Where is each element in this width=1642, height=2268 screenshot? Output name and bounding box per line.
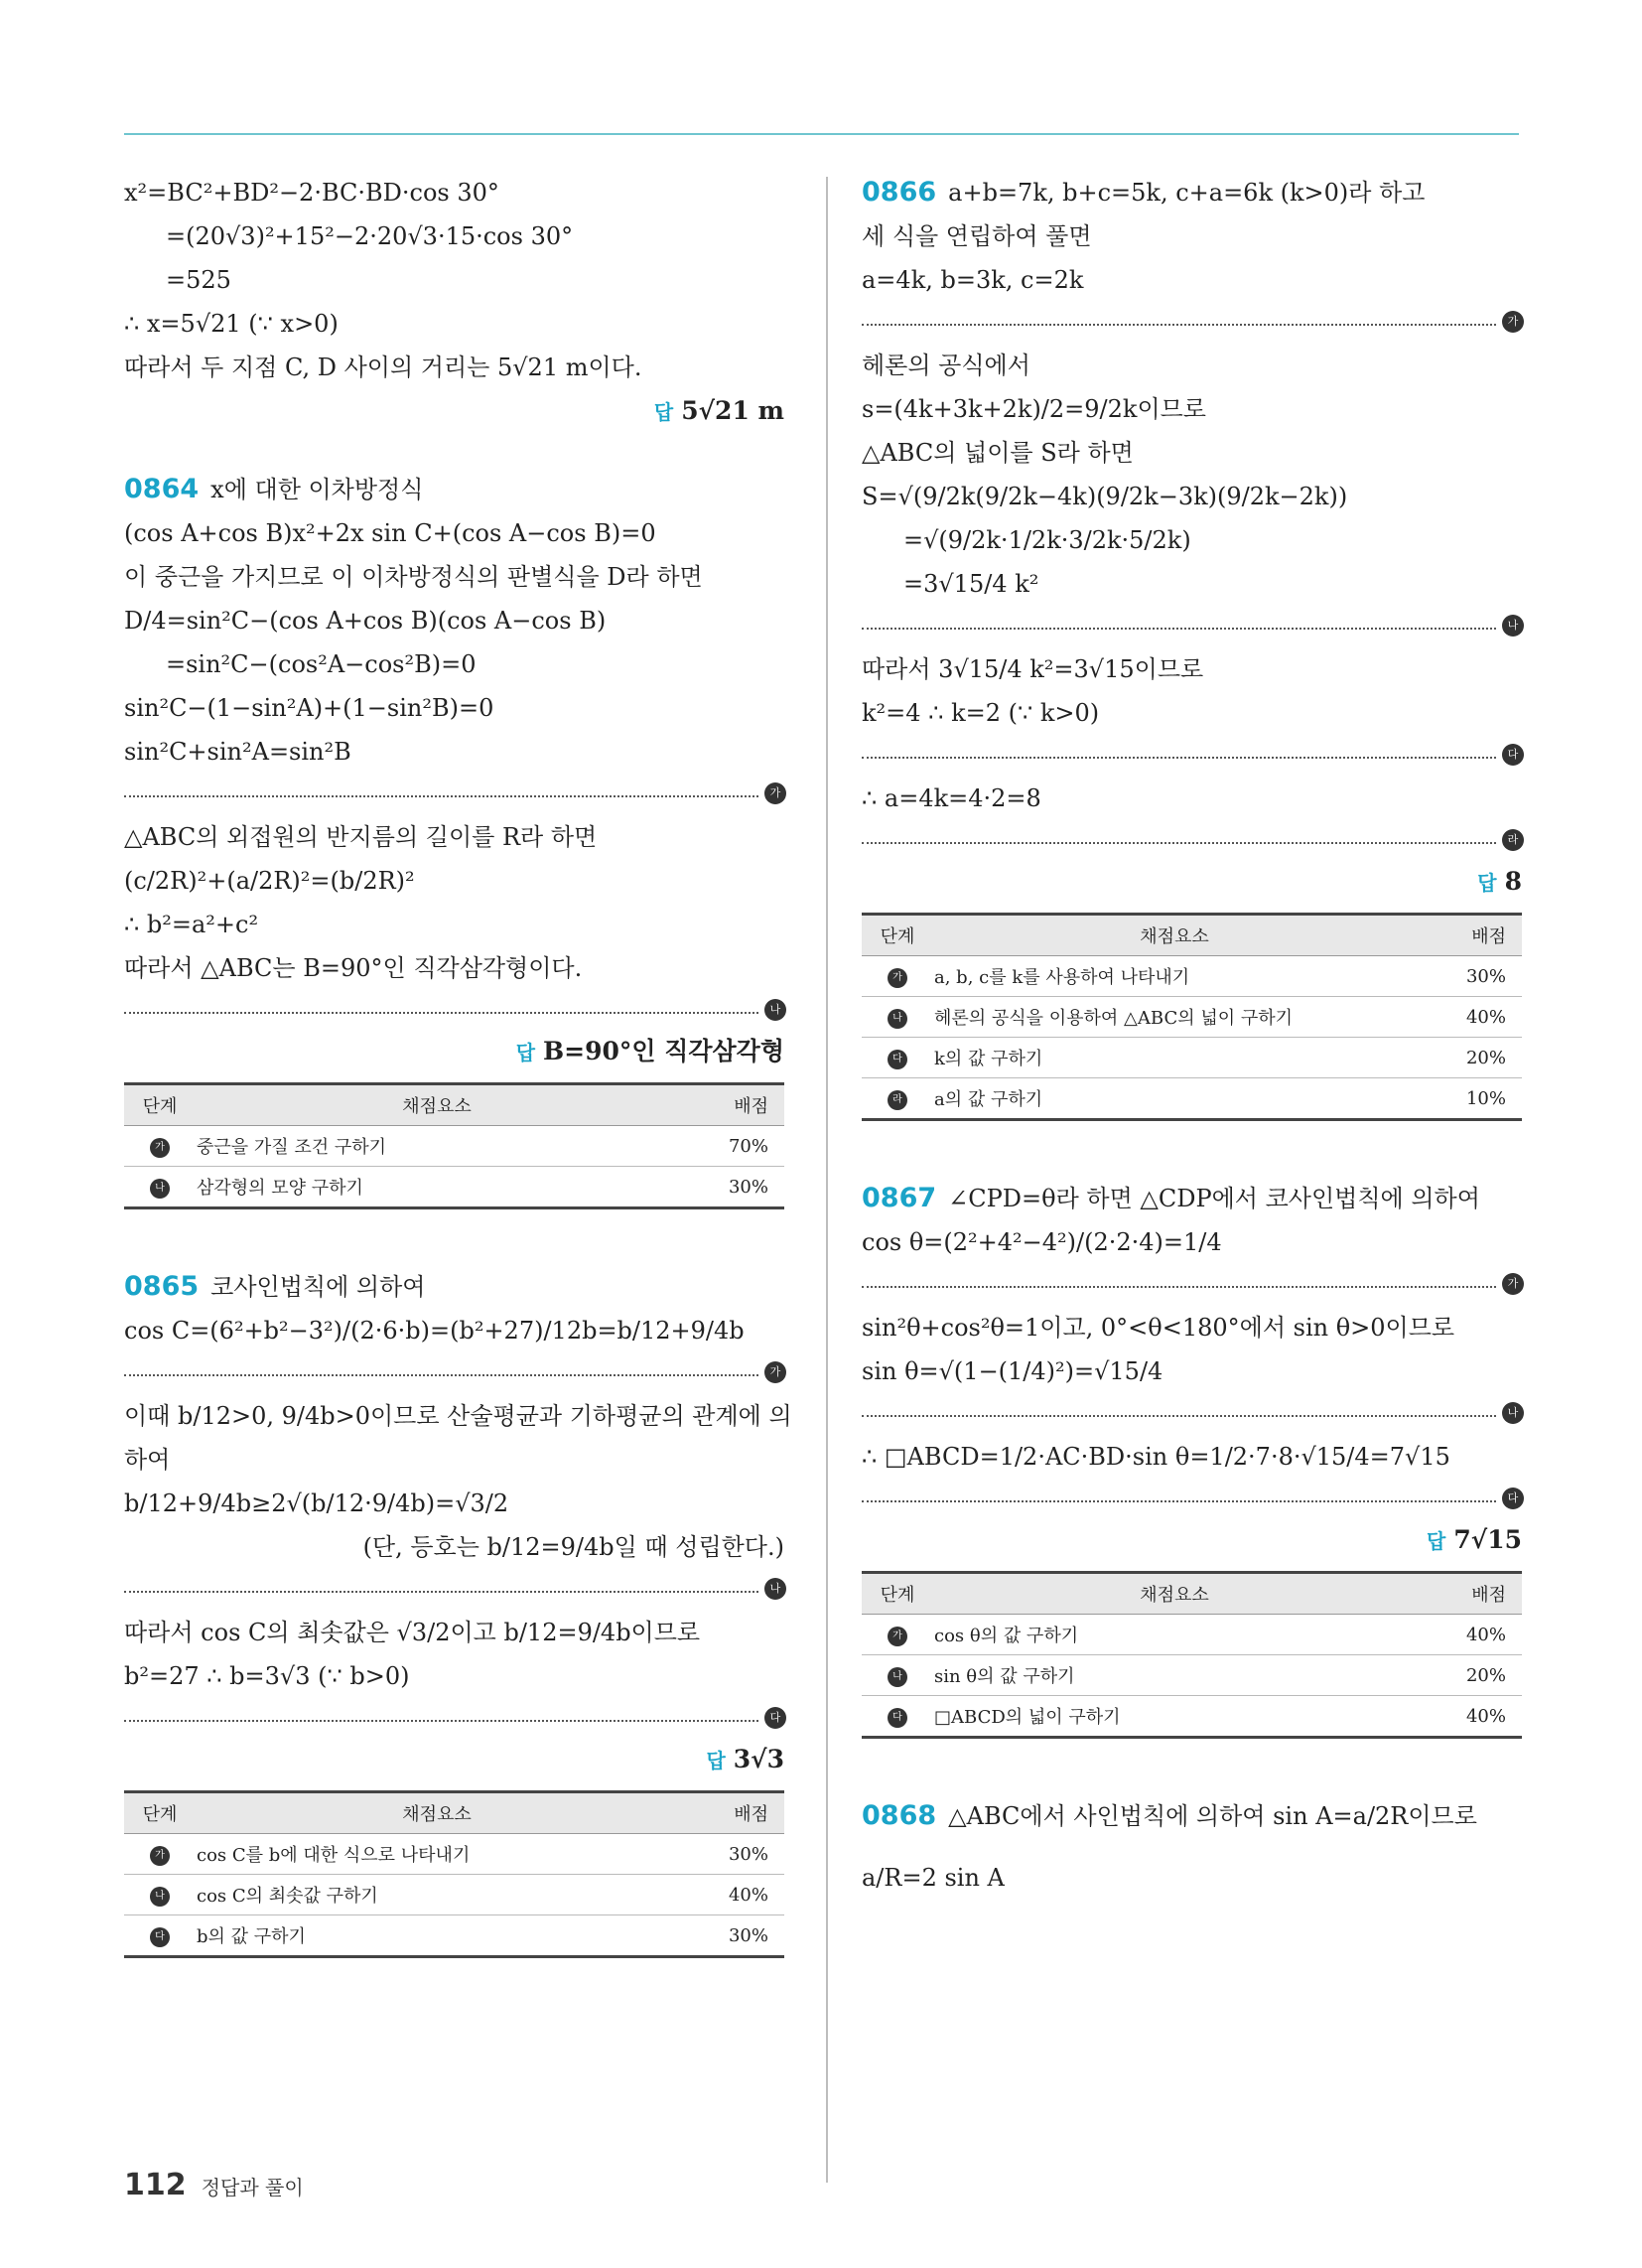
step-marker: 가 — [150, 1138, 170, 1158]
continued-solution — [124, 171, 784, 432]
text-line: S=√(9/2k(9/2k−4k)(9/2k−3k)(9/2k−2k)) — [862, 483, 1348, 510]
step-divider — [862, 1272, 1519, 1290]
text-line: 하여 — [124, 1446, 171, 1474]
step-marker: 나 — [150, 1887, 170, 1907]
item-cell: 헤론의 공식을 이용하여 △ABC의 넓이 구하기 — [933, 997, 1416, 1038]
text-line: D/4=sin²C−(cos A+cos B)(cos A−cos B) — [124, 607, 607, 635]
step-marker: 가 — [888, 968, 907, 988]
item-cell: a, b, c를 k를 사용하여 나타내기 — [933, 956, 1416, 997]
points-cell: 20% — [1416, 1655, 1522, 1696]
step-marker: 나 — [1502, 615, 1524, 637]
step-cell — [862, 1038, 933, 1078]
problem-0868 — [862, 1794, 1522, 1900]
text-line: b²=27 ∴ b=3√3 (∵ b>0) — [124, 1662, 410, 1690]
answer-label: 답 — [1427, 1529, 1446, 1553]
text-line: a/R=2 sin A — [862, 1864, 1005, 1892]
answer-label: 답 — [653, 400, 674, 424]
text-line — [124, 468, 784, 511]
text-span: x에 대한 이차방정식 — [210, 476, 424, 503]
scoring-table — [124, 1790, 784, 1958]
header-item: 채점요소 — [933, 915, 1416, 956]
text-line: sin²C+sin²A=sin²B — [124, 738, 351, 766]
step-cell — [124, 1875, 196, 1915]
text-line: =3√15/4 k² — [903, 570, 1039, 598]
answer-value: 3√3 — [733, 1745, 784, 1773]
problem-number: 0868 — [862, 1800, 937, 1831]
table-row — [862, 1615, 1522, 1655]
step-marker: 다 — [150, 1927, 170, 1947]
step-divider — [862, 743, 1519, 761]
points-cell: 40% — [1416, 1615, 1522, 1655]
header-points: 배점 — [1416, 915, 1522, 956]
step-divider — [124, 998, 781, 1016]
top-rule — [124, 133, 1519, 135]
problem-number: 0864 — [124, 474, 200, 504]
header-item: 채점요소 — [196, 1084, 678, 1126]
text-line: =(20√3)²+15²−2·20√3·15·cos 30° — [166, 222, 574, 250]
text-line: ∴ a=4k=4·2=8 — [862, 784, 1041, 812]
table-row — [862, 1696, 1522, 1738]
step-marker: 가 — [1502, 311, 1524, 333]
points-cell: 40% — [1416, 1696, 1522, 1738]
step-divider — [124, 781, 781, 799]
text-line: =sin²C−(cos²A−cos²B)=0 — [166, 650, 477, 678]
text-line: sin θ=√(1−(1/4)²)=√15/4 — [862, 1357, 1163, 1385]
text-line: x²=BC²+BD²−2·BC·BD·cos 30° — [124, 179, 499, 207]
table-row — [124, 1915, 784, 1957]
step-marker: 가 — [150, 1846, 170, 1866]
problem-number: 0866 — [862, 177, 937, 208]
table-row — [862, 997, 1522, 1038]
text-line — [124, 1265, 784, 1309]
problem-0866 — [862, 171, 1522, 1121]
footer-title: 정답과 풀이 — [201, 2176, 304, 2199]
points-cell: 40% — [678, 1875, 784, 1915]
text-line: sin²θ+cos²θ=1이고, 0°<θ<180°에서 sin θ>0이므로 — [862, 1314, 1455, 1342]
step-marker: 라 — [1502, 829, 1524, 851]
table-header-row — [862, 1573, 1522, 1615]
item-cell: cos C의 최솟값 구하기 — [196, 1875, 678, 1915]
points-cell: 40% — [1416, 997, 1522, 1038]
step-marker: 라 — [888, 1090, 907, 1110]
step-divider — [862, 1401, 1519, 1419]
text-line: 세 식을 연립하여 풀면 — [862, 222, 1092, 250]
table-row — [124, 1875, 784, 1915]
problem-0864 — [124, 468, 784, 1209]
step-cell — [862, 1615, 933, 1655]
table-row — [862, 1078, 1522, 1120]
table-row — [862, 1655, 1522, 1696]
text-line: sin²C−(1−sin²A)+(1−sin²B)=0 — [124, 694, 494, 722]
points-cell: 30% — [678, 1915, 784, 1957]
step-cell — [862, 1655, 933, 1696]
header-points: 배점 — [678, 1084, 784, 1126]
step-cell — [862, 997, 933, 1038]
header-item: 채점요소 — [196, 1792, 678, 1834]
scoring-table — [124, 1082, 784, 1209]
text-line: =525 — [166, 266, 231, 294]
step-divider — [862, 614, 1519, 632]
column-divider — [826, 177, 828, 2183]
page-footer — [124, 2168, 304, 2202]
text-span: △ABC에서 사인법칙에 의하여 sin A=a/2R이므로 — [948, 1802, 1477, 1830]
answer-value: B=90°인 직각삼각형 — [543, 1037, 784, 1065]
step-divider — [862, 310, 1519, 328]
text-line: 헤론의 공식에서 — [862, 352, 1030, 379]
answer-label: 답 — [1477, 871, 1497, 895]
answer-label: 답 — [706, 1749, 726, 1772]
text-line: cos θ=(2²+4²−4²)/(2·2·4)=1/4 — [862, 1228, 1222, 1256]
scoring-table — [862, 1571, 1522, 1739]
scoring-table — [862, 913, 1522, 1121]
text-line: 이 중근을 가지므로 이 이차방정식의 판별식을 D라 하면 — [124, 563, 703, 591]
table-row — [862, 1038, 1522, 1078]
header-points: 배점 — [678, 1792, 784, 1834]
item-cell: □ABCD의 넓이 구하기 — [933, 1696, 1416, 1738]
step-cell — [862, 1078, 933, 1120]
text-line: ∴ x=5√21 (∵ x>0) — [124, 310, 339, 338]
table-header-row — [862, 915, 1522, 956]
header-step: 단계 — [862, 1573, 933, 1615]
answer-line — [862, 1520, 1522, 1561]
step-marker: 가 — [764, 782, 786, 804]
table-row — [124, 1167, 784, 1208]
answer-line — [862, 862, 1522, 903]
step-marker: 나 — [764, 1578, 786, 1600]
text-line: 따라서 cos C의 최솟값은 √3/2이고 b/12=9/4b이므로 — [124, 1619, 701, 1646]
text-line — [862, 171, 1522, 214]
table-row — [124, 1834, 784, 1875]
answer-value: 7√15 — [1453, 1525, 1522, 1554]
text-line: (cos A+cos B)x²+2x sin C+(cos A−cos B)=0 — [124, 519, 656, 547]
text-line: b/12+9/4b≥2√(b/12·9/4b)=√3/2 — [124, 1489, 509, 1517]
text-line: s=(4k+3k+2k)/2=9/2k이므로 — [862, 395, 1206, 423]
page-number: 112 — [124, 2168, 187, 2202]
text-line: ∴ b²=a²+c² — [124, 911, 259, 938]
table-header-row — [124, 1084, 784, 1126]
header-step: 단계 — [124, 1084, 196, 1126]
step-cell — [124, 1167, 196, 1208]
step-marker: 다 — [1502, 1488, 1524, 1509]
text-line: △ABC의 외접원의 반지름의 길이를 R라 하면 — [124, 823, 598, 851]
step-divider — [862, 828, 1519, 846]
text-line: cos C=(6²+b²−3²)/(2·6·b)=(b²+27)/12b=b/12+9/4b — [124, 1317, 745, 1345]
step-divider — [862, 1487, 1519, 1504]
step-marker: 다 — [764, 1707, 786, 1729]
text-line: =√(9/2k·1/2k·3/2k·5/2k) — [903, 526, 1191, 554]
step-marker: 다 — [888, 1708, 907, 1728]
step-cell — [862, 1696, 933, 1738]
item-cell: k의 값 구하기 — [933, 1038, 1416, 1078]
points-cell: 30% — [678, 1167, 784, 1208]
text-span: 코사인법칙에 의하여 — [210, 1273, 426, 1301]
step-marker: 나 — [888, 1009, 907, 1029]
table-row — [124, 1126, 784, 1167]
step-cell — [124, 1126, 196, 1167]
text-line: k²=4 ∴ k=2 (∵ k>0) — [862, 699, 1100, 727]
text-line: (c/2R)²+(a/2R)²=(b/2R)² — [124, 867, 415, 895]
step-divider — [124, 1360, 781, 1378]
answer-line — [124, 391, 784, 432]
step-cell — [124, 1834, 196, 1875]
table-header-row — [124, 1792, 784, 1834]
item-cell: cos θ의 값 구하기 — [933, 1615, 1416, 1655]
text-line: 따라서 △ABC는 B=90°인 직각삼각형이다. — [124, 954, 583, 982]
text-line: 이때 b/12>0, 9/4b>0이므로 산술평균과 기하평균의 관계에 의 — [124, 1402, 792, 1430]
step-marker: 나 — [888, 1667, 907, 1687]
step-marker: 나 — [764, 999, 786, 1021]
item-cell: b의 값 구하기 — [196, 1915, 678, 1957]
points-cell: 20% — [1416, 1038, 1522, 1078]
points-cell: 10% — [1416, 1078, 1522, 1120]
item-cell: cos C를 b에 대한 식으로 나타내기 — [196, 1834, 678, 1875]
table-row — [862, 956, 1522, 997]
step-cell — [124, 1915, 196, 1957]
header-step: 단계 — [862, 915, 933, 956]
step-marker: 나 — [150, 1179, 170, 1199]
answer-value: 5√21 m — [681, 396, 784, 425]
text-line — [862, 1177, 1522, 1220]
text-line: 따라서 3√15/4 k²=3√15이므로 — [862, 655, 1204, 683]
right-column — [862, 171, 1522, 1900]
left-column — [124, 171, 792, 1958]
problem-0865 — [124, 1265, 792, 1958]
step-divider — [124, 1706, 781, 1724]
text-line — [862, 1794, 1522, 1838]
step-marker: 나 — [1502, 1402, 1524, 1424]
step-marker: 다 — [1502, 744, 1524, 766]
text-line: a=4k, b=3k, c=2k — [862, 266, 1084, 294]
problem-number: 0865 — [124, 1271, 200, 1302]
step-marker: 가 — [764, 1361, 786, 1383]
step-marker: 가 — [888, 1627, 907, 1646]
item-cell: a의 값 구하기 — [933, 1078, 1416, 1120]
points-cell: 70% — [678, 1126, 784, 1167]
answer-line — [124, 1032, 784, 1072]
header-step: 단계 — [124, 1792, 196, 1834]
text-span: ∠CPD=θ라 하면 △CDP에서 코사인법칙에 의하여 — [948, 1185, 1480, 1212]
step-divider — [124, 1577, 781, 1595]
step-marker: 다 — [888, 1050, 907, 1069]
answer-value: 8 — [1504, 867, 1522, 896]
points-cell: 30% — [678, 1834, 784, 1875]
text-span: a+b=7k, b+c=5k, c+a=6k (k>0)라 하고 — [948, 179, 1426, 207]
points-cell: 30% — [1416, 956, 1522, 997]
step-marker: 가 — [1502, 1273, 1524, 1295]
header-item: 채점요소 — [933, 1573, 1416, 1615]
text-line: ∴ □ABCD=1/2·AC·BD·sin θ=1/2·7·8·√15/4=7√15 — [862, 1443, 1450, 1471]
problem-number: 0867 — [862, 1183, 937, 1213]
text-line: △ABC의 넓이를 S라 하면 — [862, 439, 1134, 467]
header-points: 배점 — [1416, 1573, 1522, 1615]
text-line: 따라서 두 지점 C, D 사이의 거리는 5√21 m이다. — [124, 354, 642, 381]
item-cell: sin θ의 값 구하기 — [933, 1655, 1416, 1696]
text-line: (단, 등호는 b/12=9/4b일 때 성립한다.) — [362, 1533, 784, 1561]
answer-label: 답 — [515, 1041, 536, 1064]
item-cell: 삼각형의 모양 구하기 — [196, 1167, 678, 1208]
problem-0867 — [862, 1177, 1522, 1739]
step-cell — [862, 956, 933, 997]
item-cell: 중근을 가질 조건 구하기 — [196, 1126, 678, 1167]
answer-line — [124, 1740, 784, 1780]
